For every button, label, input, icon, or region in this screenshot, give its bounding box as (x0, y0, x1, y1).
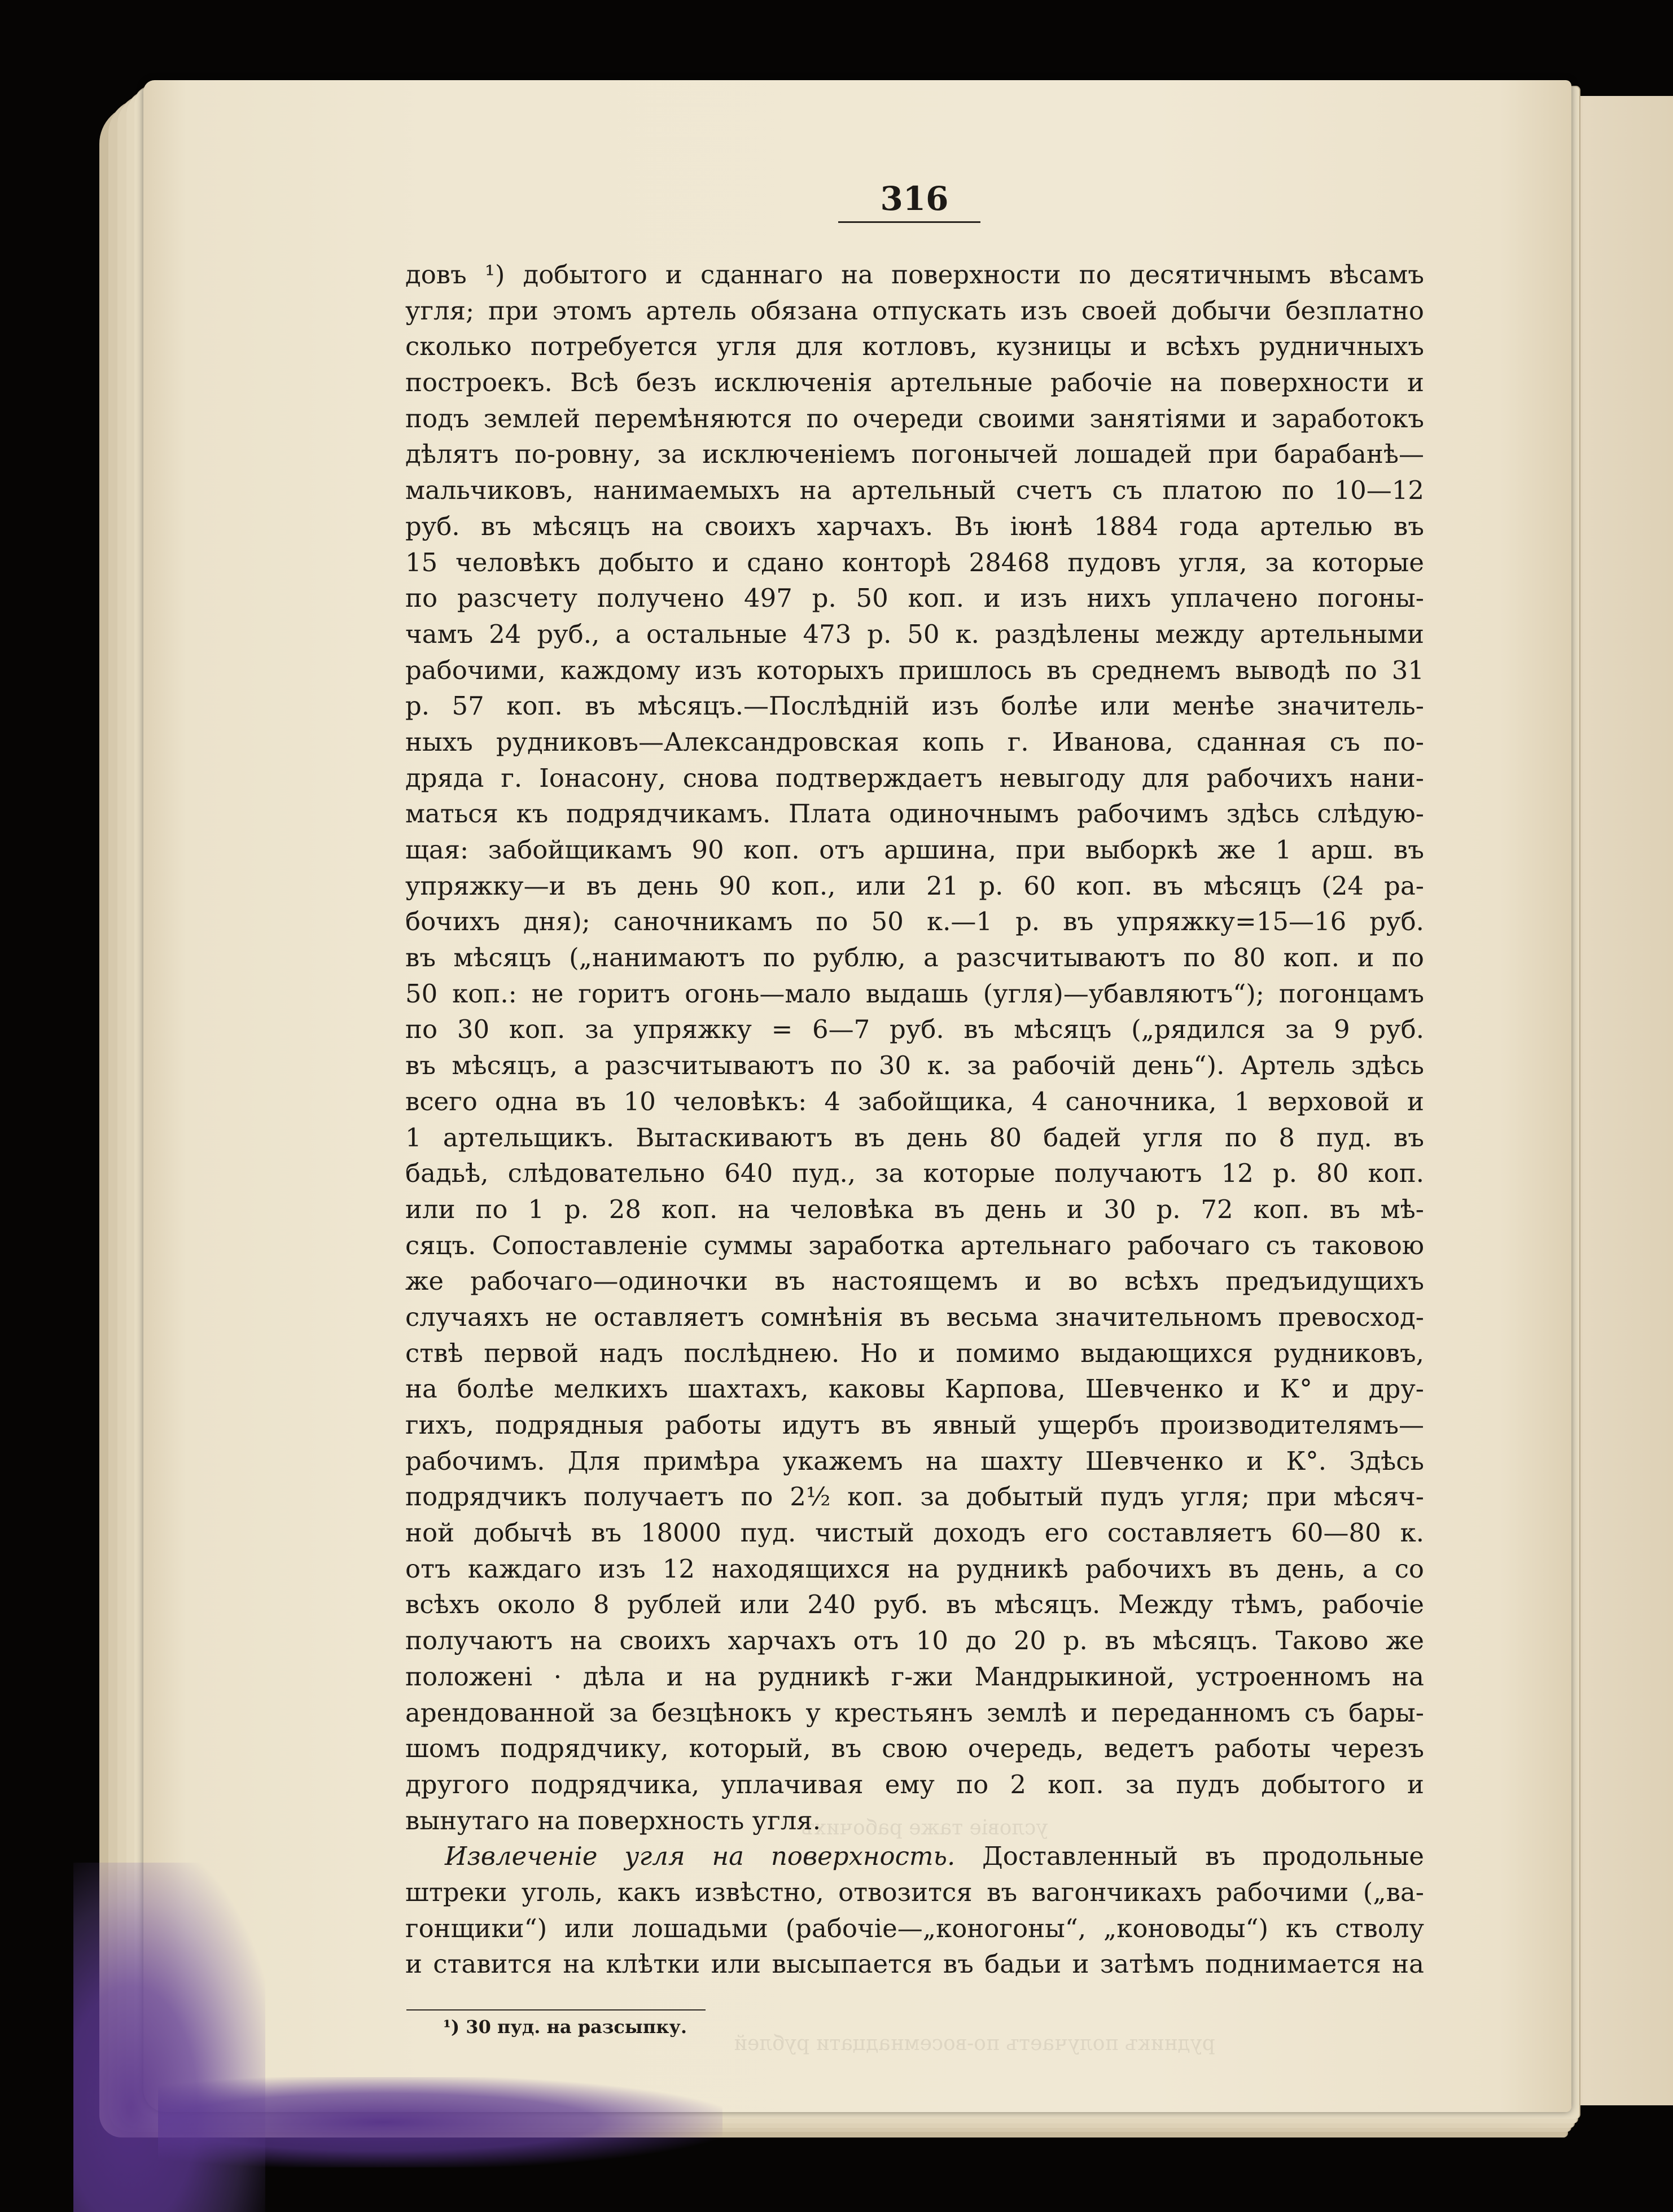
text-line: по 30 коп. за упряжку = 6—7 руб. въ мѣсяцъ („рядился за 9 руб. (405, 1014, 1424, 1045)
text-line: 1 артельщикъ. Вытаскиваютъ въ день 80 бадей угля по 8 пуд. въ (405, 1122, 1424, 1153)
text-line: рабочими, каждому изъ которыхъ пришлось въ среднемъ выводѣ по 31 (405, 655, 1424, 685)
text-line: или по 1 р. 28 коп. на человѣка въ день и 30 р. 72 коп. въ мѣ- (405, 1194, 1424, 1224)
text-line: угля; при этомъ артель обязана отпускать изъ своей добычи безплатно (405, 295, 1424, 326)
text-line: щая: забойщикамъ 90 коп. отъ аршина, при выборкѣ же 1 арш. въ (405, 835, 1424, 865)
text-line: сяцъ. Сопоставленіе суммы заработка артельнаго рабочаго съ таковою (405, 1230, 1424, 1260)
text-line: на болѣе мелкихъ шахтахъ, каковы Карпова, Шевченко и К° и дру- (405, 1374, 1424, 1404)
text-line: по разсчету получено 497 р. 50 коп. и изъ нихъ уплачено погоны- (405, 583, 1424, 614)
text-line: вынутаго на поверхность угля. (405, 1805, 821, 1836)
text-line: подъ землей перемѣняются по очереди своими занятіями и заработокъ (405, 403, 1424, 433)
text-line: ной добычѣ въ 18000 пуд. чистый доходъ его составляетъ 60—80 к. (405, 1518, 1424, 1548)
text-line: 15 человѣкъ добыто и сдано конторѣ 28468 пудовъ угля, за которые (405, 547, 1424, 577)
text-line: штреки уголь, какъ извѣстно, отвозится въ вагончикахъ рабочими („ва- (405, 1877, 1424, 1907)
text-line: сколько потребуется угля для котловъ, кузницы и всѣхъ рудничныхъ (405, 331, 1424, 362)
text-line: дряда г. Іонасону, снова подтверждаетъ невыгоду для рабочихъ нани- (405, 763, 1424, 793)
page-number: 316 (880, 179, 949, 218)
text-line: другого подрядчика, уплачивая ему по 2 коп. за пудъ добытого и (405, 1769, 1424, 1799)
text-line: руб. въ мѣсяцъ на своихъ харчахъ. Въ іюнѣ 1884 года артелью въ (405, 511, 1424, 541)
text-line: ствѣ первой надъ послѣднею. Но и помимо выдающихся рудниковъ, (405, 1338, 1424, 1368)
section-heading: Извлеченіе угля на поверхность. (445, 1841, 956, 1872)
body-text (405, 257, 1424, 1982)
text-line: чамъ 24 руб., а остальные 473 р. 50 к. раздѣлены между артельными (405, 619, 1424, 649)
text-line: всѣхъ около 8 рублей или 240 руб. въ мѣсяцъ. Между тѣмъ, рабочіе (405, 1589, 1424, 1620)
text-line: въ мѣсяцъ („нанимаютъ по рублю, а разсчитываютъ по 80 коп. и по (405, 943, 1424, 973)
text-line: шомъ подрядчику, который, въ свою очередь, ведетъ работы черезъ (405, 1733, 1424, 1764)
text-line: ныхъ рудниковъ—Александровская копь г. Иванова, сданная съ по- (405, 726, 1424, 757)
text-line: гихъ, подрядныя работы идутъ въ явный ущербъ производителямъ— (405, 1410, 1424, 1440)
bleed-through-text: условіе таже рабочихъ (802, 1816, 1048, 1839)
text-line: же рабочаго—одиночки въ настоящемъ и во всѣхъ предъидущихъ (405, 1266, 1424, 1296)
text-line: 50 коп.: не горитъ огонь—мало выдашь (угля)—убавляютъ“); погонцамъ (405, 978, 1424, 1009)
text-line: въ мѣсяцъ, а разсчитываютъ по 30 к. за рабочій день“). Артель здѣсь (405, 1050, 1424, 1081)
footnote-rule (406, 2009, 706, 2010)
text-line: р. 57 коп. въ мѣсяцъ.—Послѣдній изъ болѣе или менѣе значитель- (405, 691, 1424, 721)
text-line: положені · дѣла и на рудникѣ г-жи Мандрыкиной, устроенномъ на (405, 1661, 1424, 1692)
footnote: ¹) 30 пуд. на разсыпку. (443, 2016, 687, 2038)
text-line: упряжку—и въ день 90 коп., или 21 р. 60 коп. въ мѣсяцъ (24 ра- (405, 870, 1424, 901)
text-line: и ставится на клѣтки или высыпается въ бадьи и затѣмъ поднимается на (405, 1949, 1424, 1979)
header-rule (838, 221, 980, 223)
text-line: всего одна въ 10 человѣкъ: 4 забойщика, 4 саночника, 1 верховой и (405, 1086, 1424, 1116)
text-line: рабочимъ. Для примѣра укажемъ на шахту Шевченко и К°. Здѣсь (405, 1446, 1424, 1476)
text-line: отъ каждаго изъ 12 находящихся на рудникѣ рабочихъ въ день, а со (405, 1553, 1424, 1584)
text-line: мальчиковъ, нанимаемыхъ на артельный счетъ съ платою по 10—12 (405, 475, 1424, 506)
text-line: дѣлятъ по-ровну, за исключеніемъ погонычей лошадей при барабанѣ— (405, 439, 1424, 470)
text-line: арендованной за безцѣнокъ у крестьянъ землѣ и переданномъ съ бары- (405, 1697, 1424, 1728)
text-line: маться къ подрядчикамъ. Плата одиночнымъ рабочимъ здѣсь слѣдую- (405, 799, 1424, 829)
section-first-line (405, 1838, 1424, 1874)
text-line: бадьѣ, слѣдовательно 640 пуд., за которые получаютъ 12 р. 80 коп. (405, 1158, 1424, 1189)
bleed-through-text: рудникъ получаетъ по-восемнадцати рублей (734, 2032, 1215, 2055)
text-line: построекъ. Всѣ безъ исключенія артельные рабочіе на поверхности и (405, 367, 1424, 398)
section-line-text: Доставленный въ продольные (982, 1841, 1424, 1872)
text-line: случаяхъ не оставляетъ сомнѣнія въ весьма значительномъ превосход- (405, 1302, 1424, 1332)
text-line: получаютъ на своихъ харчахъ отъ 10 до 20 р. въ мѣсяцъ. Таково же (405, 1626, 1424, 1656)
text-line: гонщики“) или лошадьми (рабочіе—„коногоны“, „коноводы“) къ стволу (405, 1913, 1424, 1943)
text-line: подрядчикъ получаетъ по 2½ коп. за добытый пудъ угля; при мѣсяч- (405, 1482, 1424, 1512)
text-line: довъ ¹) добытого и сданнаго на поверхности по десятичнымъ вѣсамъ (405, 260, 1424, 290)
text-line: бочихъ дня); саночникамъ по 50 к.—1 р. въ упряжку=15—16 руб. (405, 906, 1424, 937)
